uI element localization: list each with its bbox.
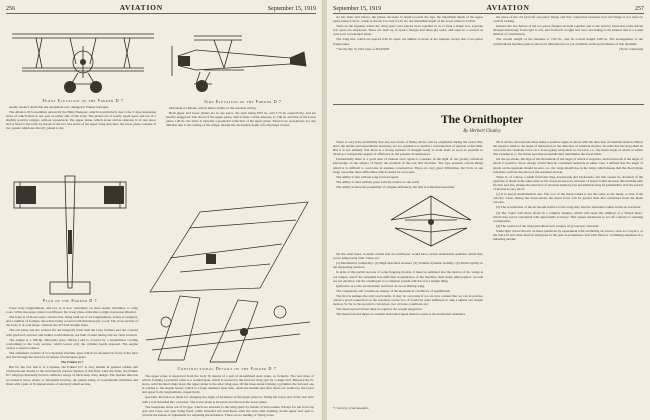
caption-constructional-details: Constructional Details of the Fokker D 7 [177,366,277,371]
paragraph: lower body longitudinals, and not, as is now customary on most enemy machines, to wing roots. While the upper plane is rectilinear, the lower plane embodies a slight transverse dihedral. [6,306,138,315]
article-column-2 [493,140,643,406]
paragraph: There is, of course, a small frictional drag downwards and backwards, but this cannot be obviated. If the upstroke is made in the same time as the down-stroke (any increase of speed would increase this harmful skin friction and also change the direction of absolute motion), but nevertheless may be permissible, that the period of motion is very short. [493,174,643,192]
right-column-2-top [493,15,643,97]
right-page [327,0,650,420]
paragraph: The Albatros D.5 resembles outwardly the Baby Nieuport, which is particularly due to the V-type interplane struts of which there is one pair on either side of the body. The planes are of nearly equal span, and are of a slightly positive stagger, without sweepback. The upper plane, which alone carries ailerons, is of one piece and is fixed to the body by means of the two Vee struts of the upper wing structure; the lower plane consists of two panels which are directly joined to the [6,110,156,131]
list-item: The ability to land without great velocity relative to the earth. [336,179,420,184]
running-header-left [6,3,316,14]
page-number: 256 [6,6,15,12]
paragraph: Both upper and lower planes are in one piece, the span being 8.93 m., and 7.73 m. respectively, and are heavily staggered. The chord of the upper plane, which alone carries ailerons, is 1.60 m. and that of the lower plane 1.20 m.; the latter is virtually a geometric reduction of the upper plane. There is no sweepback, nor any dihedral due to the cutting of the wings, though the decreasing depth of both planes toward [166,111,316,128]
constructional-details-drawing [140,172,312,368]
paragraph: Some light can be thrown on these questions by experiment with oscillating air screws, such as Cooper's, or the fish-tail and other devices employed in the past as propulsion, and with fixed or oscillating airplanes in a pulsating stream. [493,228,643,242]
paragraph: In spite of the partial success of some flapping models, it must be admitted that the motion of the wings is not simple, and if the naturalist has sufficient acquaintance of the machine, then many philosophers' records are not decisive; but the ornithopter is a complete system which is not a simple thing. [333,270,483,283]
running-header-right [333,3,644,14]
paragraph: There is very little probability that any new form of flying device will be originated during the Great War, since the talents and experiments necessary are too expensive to permit a concentration of opinion at this time. But it is not unlikely that there is a strong element of thought ready to avail itself as soon as possible to develop a comparable degree of efficiency in the present circumstances. [333,140,483,157]
paragraph: The body is of monocoque construction, being built up of six longitudinals, acting as stringers, and a number of formers, the whole being covered with thin three-ply wood. The cross section of the body is of oval shape, whereas the D.3 had straight sides. [6,315,138,328]
list-item: (2) The acceleration of the air stream relative to the wing may involve abnormal values in the air reactions. [496,205,642,210]
caption-plan: Plan of the Fokker D 7 [42,298,98,303]
paragraph: Instead, the two halves of the two-piece flanges are held together and to the web by transverse tacks driven through alternately from right to left, and from left to right and over. According to the makers this is a sound method of construction. [493,24,643,37]
paragraph: Table on the triplane, where the wing spars were placed close together so as to form a single box, separate box spars are employed. These are built up of spruce flanges and three-ply webs, and taper in a vertical as well as in a horizontal plane. [333,24,483,37]
figure-space [333,190,483,252]
paragraph: the place of the old grooved one-piece flange and that connection between web and flange is not done by vertical tacking. [493,15,643,24]
paragraph: enemy leader's death that the equipment was changed to Fokker triplanes. [9,105,109,109]
right-column-1-top [333,15,483,97]
paragraph: On the other hand, it seems certain that an ornithopter would have certain undesirable qualities which may prove temporarily fatal. There are: [333,252,483,261]
paragraph: Undoubtedly there is a good deal of interest once again to consider, in the light of our greatly advanced knowledge on the subject of flight, the problem of the real bird machine. The type presents certain things which it is difficult to overcome in airplane construction. There are very great difficulties, but birds at one stage overcame these difficulties which cannot be overcome. [333,157,483,174]
paragraph: lift at all the curved plane must make a positive angle of attack with the direction of resultant motion. Hence the superior limit to the angle of depression in the direction of resultant motion. In order that the drag shall be overcome the resultant force on a down-going wing must be forward, i.e., the mean angle of attack at which this vanishes (i.e., the thrust becomes perpendicular) determines the lower limit. [493,140,643,157]
paragraph: The overall length of the machine is 7.02 m., and its overall height 2.80 m. The arrangement of the synchronized machine guns is shown in illustration is as yet available on the performance of this machine. [493,37,643,46]
magazine-title: AVIATION [486,3,530,12]
article-title: The Ornithopter [440,114,524,126]
list-item: (1) Mechanical complexity. (2) High structural stresses. (3) Variable dynamic stability. (4) Small rigidity in the supporting surfaces. [333,261,483,270]
paragraph: The first is perhaps the only real trouble. It may be overcome if we are now content that we can in practice obtain a good connection on the reactions on the two. It would be quite sufficient to take a similar but simple motion. So far as the second is concerned, two obvious conditions are: [333,293,483,307]
list-item: The mean forward thrust at constant horizontal speed must be equal to the horizontal resistance. [336,312,467,317]
magazine-title: AVIATION [119,3,164,12]
paragraph: As has been said before, the planes decrease in depth towards the tips, the maximum depth of the upper plane being 0.34 m., while at the tip it is only 0.125 m.; the maximum depth of the lower plane is 0.28 m. [333,15,483,24]
list-item: The complexity and continuous change of the mechanical conditions of equilibrium. [336,288,451,293]
left-column-2-bottom [142,374,314,418]
paragraph: But for the fact that it is a biplane, the Fokker D.7 is very similar in general outline and constructional details to the well-known parasol triplane of this firm. Like the latter, the Fokker D.7 employs internally braced cantilever wings of thick deep wing design. The biplane thus has no external wires, struts, or interplane bracing, the planes being of considerable thickness and fitted with a pair of N-shaped struts of relatively small section. [6,365,138,386]
left-page [0,0,323,420]
paragraph: The upper plane is supported from the body by means of a pair of streamlined steel struts, as formerly. The rear three of which, forming a pyramid, unite to a welded plate, which is secured to the forward wing spar by a single bolt. Between the N-struts, solid inclined struts brace the upper plane to the after wing spar. Of the three struts forming a pyramid, the forward one is welded to the engine bearer, which is a large diameter steel tube, while the middle and after struts are welded to the lower and upper body longitudinals, respectively. [142,374,314,395]
page-number: 257 [634,6,644,12]
left-column-1-bottom [6,306,138,418]
list-item: Ignorance as to the aerodynamic reactions on an oscillating wing. [336,283,425,288]
paragraph: The wing ribs, which are spaced 0.30 m. apart, are similar to those of the triplane, except that a two-piece flange takes [333,37,483,46]
list-item: The ability to have the possibility of a higher efficiency, but this is somewhat uncertain. [336,184,455,189]
front-elevation-drawing [8,16,158,98]
paragraph: The armament consists of two Spandau machine guns which are mounted in front of the pilot and fire through the airscrew by means of interrupter gears. [6,350,138,360]
article-column-1 [333,140,483,402]
article-byline: By Herbert Chatley [463,129,501,134]
footnote: * See the July 15, 1919, issue of AVIATION. [336,46,391,51]
left-column-2-top [166,106,316,170]
paragraph: The tail plane and the vertical fin are integrally built with the body formers and are covered with plywood; elevator and rudder, both balanced, are built of steel tubing and are cloth covered. [6,328,138,337]
issue-date: September 15, 1919 [267,6,316,12]
paragraph: The engine is a 180-hp. Mercedes (new 160-hp.) and is covered by a streamlined cowling conforming to the body section, which leaves only the cylinder heads exposed. The engine carries a central radiator. [6,337,138,350]
caption-front-elevation: Front Elevation of the Fokker D 7 [42,98,124,103]
list-item: (4) The rotation of the wing introduces new torques of gyroscopic character. [496,223,600,228]
issue-date: September 15, 1919 [333,6,382,12]
paragraph: specially. Provision is made for changing the angle of incidence of the upper plane by fitting the lower end of the rear strut with a bolt threaded into a bracket. The lower plane is however provided on the lower plane. [142,395,314,404]
paragraph: The interplane struts are of N type, which are attached to the wing spars by means of ball sockets. Except for the front top spar and lower rear spar being fixed, while threaded left stanchions enter the strut ends abutting on the upper rear spar to provide the means of adjustment for adjusting the incidence. There are no landing or flying wires. [142,404,314,417]
article-footnote: * Courtesy of Aeronautics. [333,406,370,410]
side-elevation-drawing [166,22,314,97]
paragraph: Oberursel-Le Rhone, and in minor details of the wireless wiring. [169,106,257,110]
caption-side-elevation: Side Elevation of the Fokker D 7 [204,99,282,104]
section-heading: The Fokker D.7 [60,360,84,365]
section-divider [333,104,644,105]
list-item: (1) It is purely mathematical one. The root of the mean values is not the same as the mean, so that if the velocity varies during the down-stroke the mean force will be greater than that calculated from the mean velocity. [493,192,643,205]
list-item: The ability to rise without long forward speed. [336,174,400,179]
list-item: (3) The 'wake' will move about in a complex manner, which will cause the addition of a 'virtual mass,' which may not be calculated with appreciable accuracy. This causes tendencies to set off a means of assisting continuation. [493,210,643,223]
plan-drawing [10,170,130,300]
paragraph: On the up-stroke, the sign of the movement of the angle of attack is negative, and backwards if the angle of attack is positive. Since energy would then be consumed uselessly in either case, I defined that the angle of attack on the upstroke should be zero, i.e., the wing should rise in the wind, which means that the chord plane coincides with the direction of the resultant motion. [493,157,643,174]
list-item: The mean upward thrust must be equal to the weight supported. [336,307,423,312]
continued-note: (To be continued) [619,46,643,51]
